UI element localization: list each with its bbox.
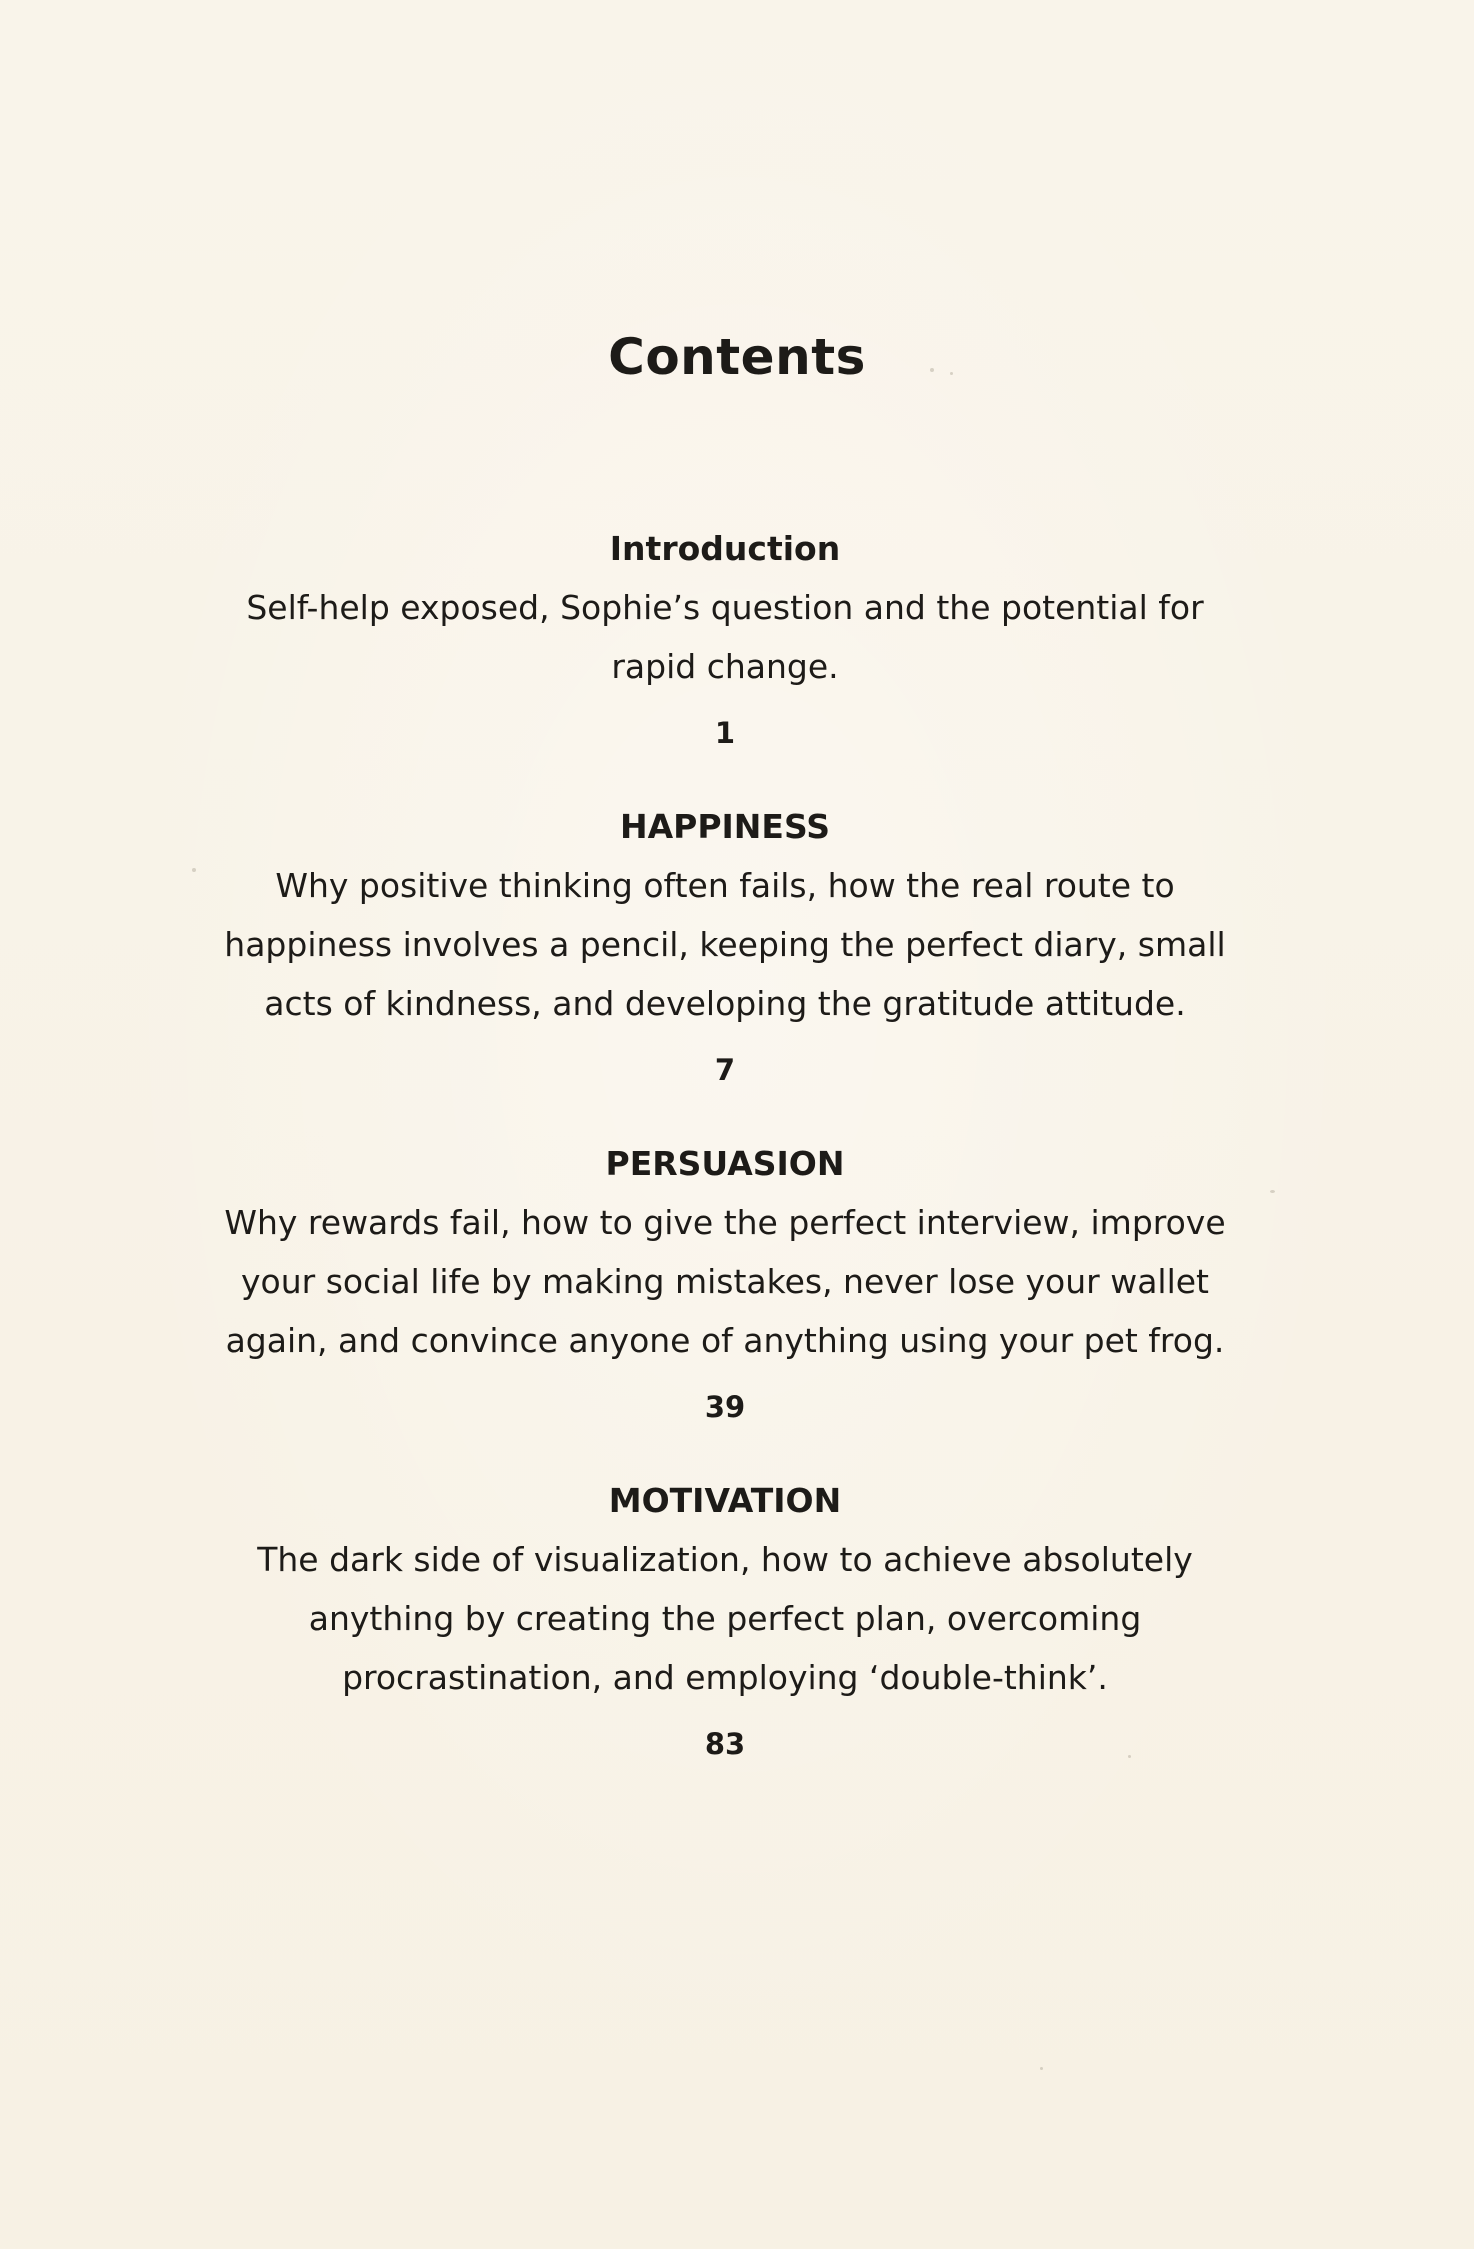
toc-entry-description: The dark side of visualization, how to achieve absolutely anything by creating the perfect plan, overcoming procrastination, and employing ‘double-think’. [257,1540,1193,1697]
table-of-contents [150,520,1300,1769]
page-title: Contents [608,328,866,386]
toc-entry-heading: Introduction [609,529,841,568]
toc-entry-page-number: 83 [704,1727,746,1761]
toc-entry-description: Self-help exposed, Sophie’s question and the potential for rapid change. [246,588,1204,686]
toc-entry-heading: HAPPINESS [619,807,831,846]
toc-entry-motivation [150,1472,1300,1769]
toc-entry-persuasion [150,1135,1300,1432]
toc-entry-happiness [150,798,1300,1095]
toc-entry-description: Why positive thinking often fails, how the real route to happiness involves a pencil, keeping the perfect diary, small acts of kindness, and developing the gratitude attitude. [224,866,1226,1023]
paper-speck [1040,2067,1043,2070]
toc-entry-heading: PERSUASION [605,1144,845,1183]
toc-entry-description: Why rewards fail, how to give the perfect interview, improve your social life by making mistakes, never lose your wallet again, and convince anyone of anything using your pet frog. [224,1203,1226,1360]
toc-entry-introduction [150,520,1300,758]
toc-entry-page-number: 7 [714,1053,736,1087]
toc-entry-page-number: 39 [704,1390,746,1424]
toc-entry-heading: MOTIVATION [608,1481,842,1520]
toc-entry-page-number: 1 [714,716,736,750]
